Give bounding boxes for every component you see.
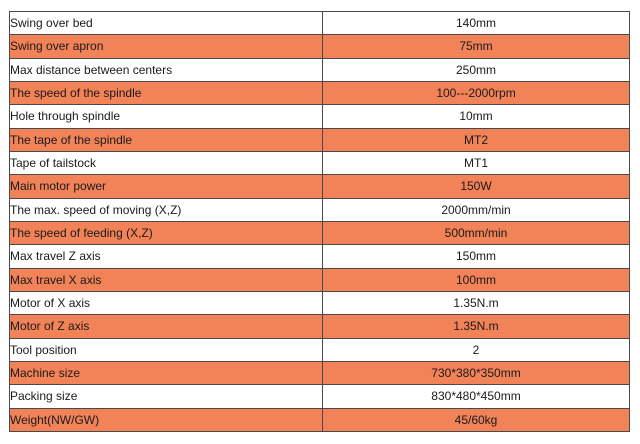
spec-value: 75mm — [323, 35, 630, 58]
spec-label: Tool position — [10, 338, 323, 361]
spec-value: 2000mm/min — [323, 198, 630, 221]
spec-label: Packing size — [10, 385, 323, 408]
spec-label: Weight(NW/GW) — [10, 408, 323, 431]
spec-value: 10mm — [323, 105, 630, 128]
table-row — [10, 385, 630, 408]
spec-label: Max travel X axis — [10, 268, 323, 291]
spec-value: 830*480*450mm — [323, 385, 630, 408]
table-row — [10, 151, 630, 174]
table-row — [10, 12, 630, 35]
spec-label: Max distance between centers — [10, 58, 323, 81]
spec-label: Main motor power — [10, 175, 323, 198]
spec-table — [9, 11, 630, 432]
table-row — [10, 361, 630, 384]
spec-value: 1.35N.m — [323, 291, 630, 314]
table-row — [10, 221, 630, 244]
spec-value: 140mm — [323, 12, 630, 35]
table-row — [10, 198, 630, 221]
spec-value: 250mm — [323, 58, 630, 81]
spec-table-body — [10, 12, 630, 432]
spec-label: Swing over apron — [10, 35, 323, 58]
spec-label: The speed of the spindle — [10, 81, 323, 104]
table-row — [10, 105, 630, 128]
table-row — [10, 338, 630, 361]
table-row — [10, 58, 630, 81]
table-row — [10, 128, 630, 151]
spec-label: The max. speed of moving (X,Z) — [10, 198, 323, 221]
spec-value: 100mm — [323, 268, 630, 291]
spec-value: 730*380*350mm — [323, 361, 630, 384]
spec-value: 1.35N.m — [323, 315, 630, 338]
table-row — [10, 245, 630, 268]
table-row — [10, 175, 630, 198]
table-row — [10, 35, 630, 58]
spec-label: Swing over bed — [10, 12, 323, 35]
spec-value: 150W — [323, 175, 630, 198]
spec-label: Motor of Z axis — [10, 315, 323, 338]
table-row — [10, 408, 630, 431]
spec-value: 45/60kg — [323, 408, 630, 431]
table-row — [10, 268, 630, 291]
spec-value: 2 — [323, 338, 630, 361]
spec-label: Machine size — [10, 361, 323, 384]
spec-label: Max travel Z axis — [10, 245, 323, 268]
spec-value: 100---2000rpm — [323, 81, 630, 104]
spec-label: Tape of tailstock — [10, 151, 323, 174]
spec-label: Hole through spindle — [10, 105, 323, 128]
spec-value: 150mm — [323, 245, 630, 268]
spec-value: MT2 — [323, 128, 630, 151]
table-row — [10, 291, 630, 314]
table-row — [10, 81, 630, 104]
spec-label: The speed of feeding (X,Z) — [10, 221, 323, 244]
spec-value: MT1 — [323, 151, 630, 174]
table-row — [10, 315, 630, 338]
spec-label: Motor of X axis — [10, 291, 323, 314]
spec-label: The tape of the spindle — [10, 128, 323, 151]
spec-value: 500mm/min — [323, 221, 630, 244]
